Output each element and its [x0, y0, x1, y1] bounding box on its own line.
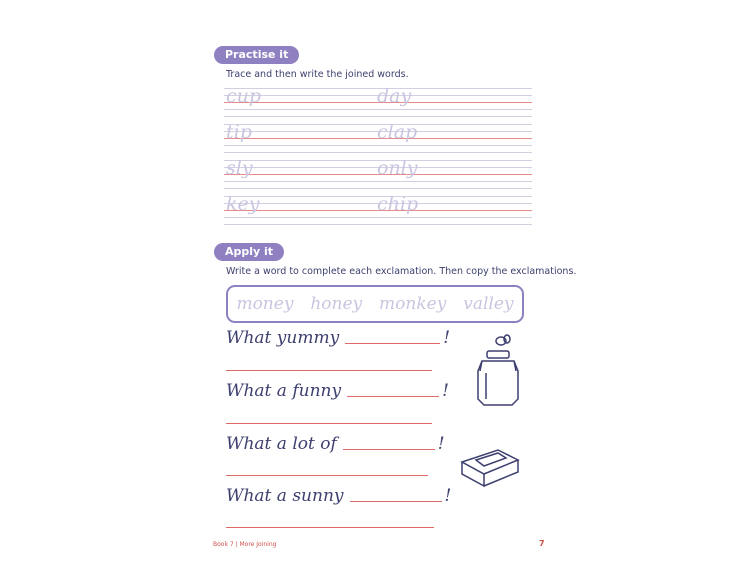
- sentence-text: What a lot of: [226, 434, 337, 454]
- sentence-text: What yummy: [226, 328, 340, 348]
- trace-word: only: [377, 157, 418, 179]
- answer-blank[interactable]: [345, 343, 440, 344]
- trace-word: clap: [377, 121, 418, 143]
- sentence-text: What a sunny: [226, 486, 344, 506]
- handwriting-row[interactable]: [224, 121, 532, 154]
- guide-line: [224, 188, 532, 189]
- sentence-text: What a funny: [226, 381, 342, 401]
- trace-word: tip: [226, 121, 252, 143]
- apply-it-badge: Apply it: [214, 243, 284, 261]
- handwriting-row[interactable]: [224, 157, 532, 190]
- word-bank-item: valley: [463, 294, 514, 314]
- copy-line[interactable]: [226, 475, 428, 476]
- word-bank-item: monkey: [379, 294, 447, 314]
- sentence-4: [226, 486, 451, 506]
- guide-line: [224, 152, 532, 153]
- honey-jar-illustration: [472, 333, 524, 408]
- copy-line[interactable]: [226, 527, 434, 528]
- exclamation: !: [444, 486, 452, 506]
- sentence-3: [226, 434, 445, 454]
- word-bank: [226, 285, 524, 323]
- trace-word: day: [377, 85, 412, 107]
- practise-instruction: Trace and then write the joined words.: [226, 69, 409, 80]
- answer-blank[interactable]: [347, 396, 439, 397]
- guide-line: [224, 116, 532, 117]
- page-number: 7: [539, 539, 545, 548]
- guide-line: [224, 109, 532, 110]
- practise-it-badge: Practise it: [214, 46, 299, 64]
- handwriting-row[interactable]: [224, 193, 532, 226]
- footer-book-title: Book 7 | More Joining: [213, 541, 277, 548]
- trace-word: sly: [226, 157, 253, 179]
- copy-line[interactable]: [226, 423, 432, 424]
- answer-blank[interactable]: [343, 449, 435, 450]
- guide-line: [224, 181, 532, 182]
- exclamation: !: [437, 434, 445, 454]
- exclamation: !: [443, 328, 451, 348]
- answer-blank[interactable]: [350, 501, 442, 502]
- apply-instruction: Write a word to complete each exclamation. Then copy the exclamations.: [226, 266, 577, 277]
- cereal-box-illustration: [458, 446, 522, 490]
- guide-line: [224, 224, 532, 225]
- exclamation: !: [442, 381, 449, 401]
- word-bank-item: honey: [310, 294, 363, 314]
- guide-line: [224, 145, 532, 146]
- guide-line: [224, 217, 532, 218]
- sentence-2: [226, 381, 449, 401]
- sentence-1: [226, 328, 450, 348]
- copy-line[interactable]: [226, 370, 432, 371]
- trace-word: chip: [377, 193, 419, 215]
- word-bank-item: money: [236, 294, 294, 314]
- trace-word: key: [226, 193, 260, 215]
- trace-word: cup: [226, 85, 262, 107]
- handwriting-row[interactable]: [224, 85, 532, 118]
